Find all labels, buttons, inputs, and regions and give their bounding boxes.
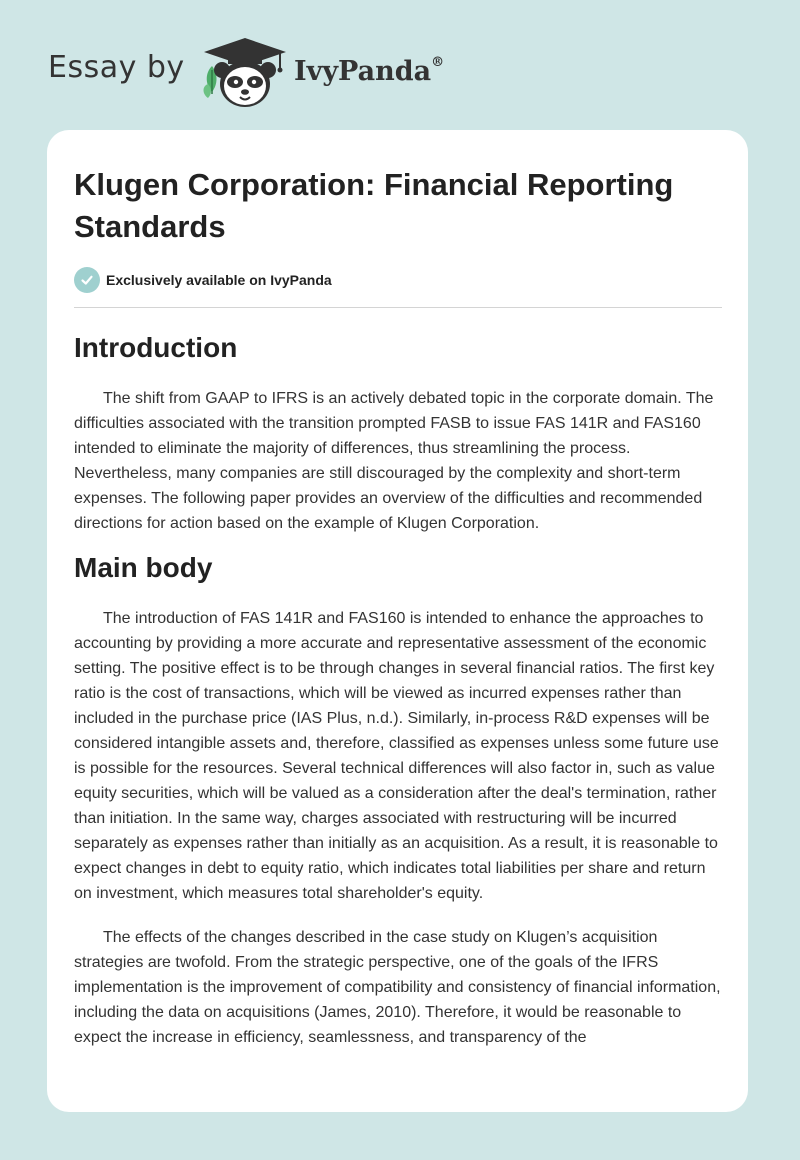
exclusive-badge (74, 266, 724, 294)
article-title: Klugen Corporation: Financial Reporting Standards (74, 167, 674, 244)
panda-graduate-icon[interactable] (200, 36, 290, 110)
site-header (0, 0, 800, 130)
check-icon (74, 267, 100, 293)
section-heading-introduction: Introduction (74, 332, 238, 363)
registered-mark: ® (431, 55, 445, 70)
article-content (74, 164, 724, 1050)
paragraph: The introduction of FAS 141R and FAS160 is intended to enhance the approaches to accounting by providing a more accurate and representative assessment of the economic setting. The positive effect is to be through changes in several financial ratios. The first key ratio is the cost of transactions, which will be viewed as incurred expenses rather than included in the purchase price (IAS Plus, n.d.). Similarly, in-process R&D expenses will be considered intangible assets and, therefore, classified as expenses unless some future use is possible for the resources. Several technical differences will also factor in, such as value equity securities, which will be valued as a consideration after the deal's termination, rather than initiation. In the same way, charges associated with restructuring will be incurred separately as expenses rather than initially as an acquisition. As a result, it is reasonable to expect changes in debt to equity ratio, which indicates total liabilities per share and return on investment, which measures total shareholder's equity. (74, 610, 719, 902)
brand-name[interactable] (294, 56, 444, 87)
paragraph: The shift from GAAP to IFRS is an actively debated topic in the corporate domain. The difficulties associated with the transition prompted FASB to issue FAS 141R and FAS160 intended to eliminate the majority of differences, thus streamlining the process. Nevertheless, many companies are still discouraged by the complexity and short-term expenses. The following paper provides an overview of the difficulties and recommended directions for action based on the example of Klugen Corporation. (74, 390, 714, 532)
title-divider (74, 307, 722, 308)
badge-text: Exclusively available on IvyPanda (106, 272, 332, 288)
paragraph: The effects of the changes described in the case study on Klugen’s acquisition strategies are twofold. From the strategic perspective, one of the goals of the IFRS implementation is the improvement of compatibility and consistency of financial information, including the data on acquisitions (James, 2010). Therefore, it would be reasonable to expect the increase in efficiency, seamlessness, and transparency of the (74, 929, 721, 1046)
brand-name-text: IvyPanda (294, 56, 432, 87)
brand-prefix: Essay by (48, 50, 185, 85)
article-card (47, 130, 748, 1112)
section-heading-main-body: Main body (74, 552, 213, 583)
